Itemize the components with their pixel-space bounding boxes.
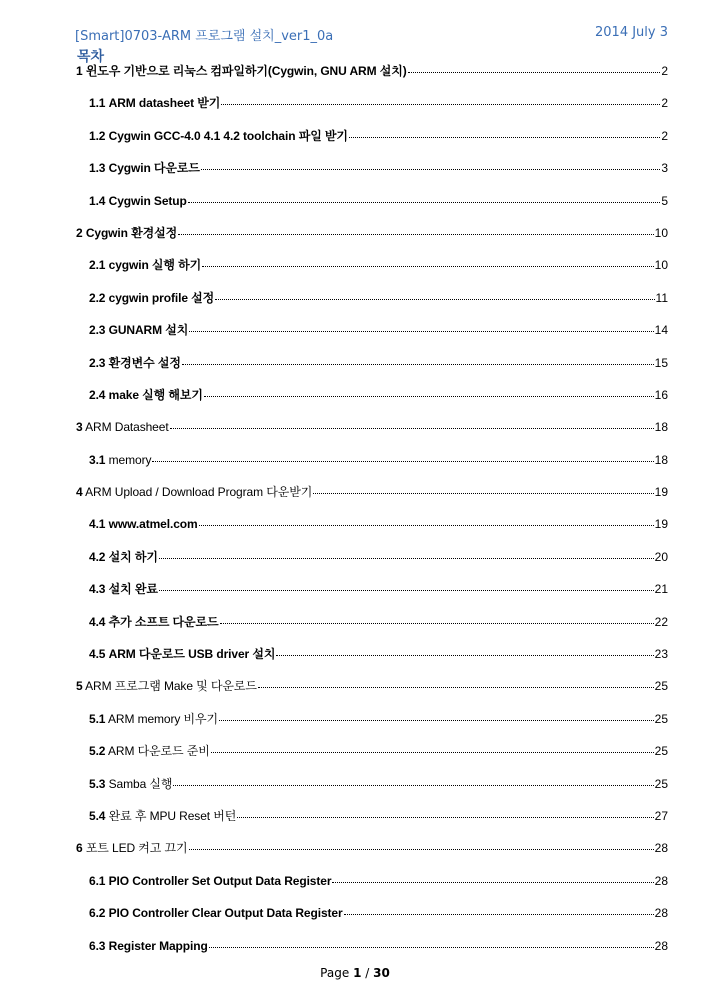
toc-dot-leader <box>188 202 661 203</box>
footer-current-page: 1 <box>353 966 362 980</box>
toc-entry-title <box>89 744 210 758</box>
toc-page-number: 21 <box>654 582 668 597</box>
toc-entry[interactable] <box>76 679 668 711</box>
toc-entry[interactable] <box>76 712 668 744</box>
toc-heading: 목차 <box>77 49 105 65</box>
page-footer <box>0 966 710 980</box>
toc-page-number: 14 <box>654 323 668 338</box>
toc-entry-number: 2.4 <box>89 387 106 402</box>
toc-entry-title <box>89 323 188 337</box>
toc-entry[interactable] <box>76 291 668 323</box>
toc-entry-number: 5 <box>76 679 83 694</box>
toc-entry-number: 4 <box>76 485 83 500</box>
footer-separator: / <box>365 966 370 980</box>
toc-entry-title <box>89 809 236 823</box>
toc-entry-title <box>89 647 275 661</box>
toc-entry[interactable] <box>76 420 668 452</box>
toc-dot-leader <box>199 525 654 526</box>
toc-dot-leader <box>152 461 653 462</box>
toc-dot-leader <box>344 914 654 915</box>
toc-entry-label: PIO Controller Clear Output Data Register <box>108 906 343 921</box>
toc-entry-label: 윈도우 기반으로 리눅스 컴파일하기(Cygwin, GNU ARM 설치) <box>85 64 407 78</box>
toc-dot-leader <box>209 947 654 948</box>
toc-entry-title <box>89 615 219 629</box>
toc-dot-leader <box>313 493 653 494</box>
toc-entry[interactable] <box>76 615 668 647</box>
toc-entry-number: 5.3 <box>89 776 106 791</box>
toc-entry-title <box>89 777 172 791</box>
toc-entry[interactable] <box>76 517 668 549</box>
toc-page-number: 5 <box>661 193 668 208</box>
toc-entry-title <box>76 485 312 499</box>
toc-page-number: 22 <box>654 614 668 629</box>
header-date: 2014 July 3 <box>595 25 668 40</box>
toc-entry[interactable] <box>76 194 668 226</box>
toc-entry-number: 2.2 <box>89 290 106 305</box>
toc-entry-label: Register Mapping <box>108 938 208 953</box>
toc-entry-label: PIO Controller Set Output Data Register <box>108 873 332 888</box>
toc-page-number: 2 <box>661 64 668 78</box>
toc-page-number: 15 <box>654 355 668 370</box>
toc-entry-title <box>89 874 331 888</box>
toc-entry-number: 4.2 <box>89 549 106 564</box>
toc-dot-leader <box>189 331 653 332</box>
toc-entry-number: 1 <box>76 64 83 78</box>
toc-entry-label: GUNARM 설치 <box>108 323 189 338</box>
toc-entry-label: Cygwin 환경설정 <box>85 225 178 240</box>
toc-dot-leader <box>221 104 660 105</box>
toc-entry[interactable] <box>76 744 668 776</box>
toc-entry[interactable] <box>76 777 668 809</box>
toc-entry-title <box>76 841 188 855</box>
toc-entry[interactable] <box>76 258 668 290</box>
toc-entry-number: 1.4 <box>89 193 106 208</box>
toc-entry-title <box>89 388 203 402</box>
footer-total-pages: 30 <box>373 966 390 980</box>
toc-page-number: 25 <box>654 711 668 726</box>
toc-entry-number: 6.2 <box>89 906 106 921</box>
toc-entry-number: 1.3 <box>89 161 106 176</box>
toc-entry-number: 2.1 <box>89 258 106 273</box>
toc-entry-number: 2 <box>76 225 83 240</box>
toc-dot-leader <box>202 266 654 267</box>
toc-entry-title <box>89 517 198 531</box>
toc-page-number: 2 <box>661 96 668 111</box>
toc-entry-title <box>89 161 200 175</box>
toc-entry[interactable] <box>76 356 668 388</box>
toc-dot-leader <box>159 590 654 591</box>
toc-entry[interactable] <box>76 64 668 96</box>
toc-entry-title <box>89 291 214 305</box>
toc-page-number: 25 <box>654 744 668 759</box>
toc-entry[interactable] <box>76 809 668 841</box>
toc-entry[interactable] <box>76 323 668 355</box>
toc-entry-title <box>89 453 151 467</box>
toc-entry-label: Cygwin GCC-4.0 4.1 4.2 toolchain 파일 받기 <box>108 128 348 143</box>
toc-entry-number: 5.2 <box>89 744 106 759</box>
toc-entry[interactable] <box>76 485 668 517</box>
toc-page-number: 28 <box>654 938 668 953</box>
toc-entry-title <box>89 258 201 272</box>
toc-dot-leader <box>276 655 653 656</box>
toc-entry-number: 6 <box>76 841 83 856</box>
header-document-title: [Smart]0703-ARM 프로그램 설치_ver1_0a <box>75 29 334 44</box>
toc-dot-leader <box>219 720 654 721</box>
toc-page-number: 25 <box>654 776 668 791</box>
toc-entry-title <box>89 356 181 370</box>
toc-entry-title <box>89 96 220 110</box>
toc-dot-leader <box>178 234 654 235</box>
footer-prefix: Page <box>320 966 350 980</box>
toc-entry[interactable] <box>76 906 668 938</box>
toc-page-number: 18 <box>654 452 668 467</box>
toc-entry-label: 포트 LED 켜고 끄기 <box>85 841 188 856</box>
toc-page-number: 11 <box>655 290 668 305</box>
toc-entry-label: www.atmel.com <box>108 517 198 532</box>
toc-entry[interactable] <box>76 453 668 485</box>
toc-dot-leader <box>173 785 653 786</box>
toc-dot-leader <box>215 299 654 300</box>
toc-entry-number: 5.1 <box>89 711 106 726</box>
toc-entry-title <box>89 906 343 920</box>
toc-page-number: 10 <box>654 225 668 240</box>
toc-dot-leader <box>220 623 654 624</box>
toc-entry[interactable] <box>76 129 668 161</box>
toc-dot-leader <box>170 428 654 429</box>
toc-page-number: 18 <box>654 420 668 435</box>
toc-page-number: 19 <box>654 485 668 500</box>
toc-page-number: 20 <box>654 549 668 564</box>
toc-entry-number: 4.3 <box>89 582 106 597</box>
toc-entry-label: ARM Datasheet <box>85 420 169 435</box>
toc-entry-title <box>76 64 407 78</box>
toc-entry-title <box>89 550 158 564</box>
toc-entry-label: make 실행 해보기 <box>108 387 203 402</box>
toc-entry-number: 6.3 <box>89 938 106 953</box>
toc-dot-leader <box>332 882 653 883</box>
toc-entry-label: ARM 프로그램 Make 및 다운로드 <box>85 679 257 694</box>
toc-entry-number: 2.3 <box>89 323 106 338</box>
toc-page-number: 27 <box>654 808 668 823</box>
toc-entry-label: 완료 후 MPU Reset 버턴 <box>108 808 237 823</box>
toc-entry-label: 추가 소프트 다운로드 <box>108 614 219 629</box>
toc-entry-title <box>89 939 208 953</box>
toc-entry-number: 6.1 <box>89 873 106 888</box>
toc-dot-leader <box>182 364 654 365</box>
table-of-contents <box>76 64 668 971</box>
toc-entry[interactable] <box>76 161 668 193</box>
toc-page-number: 10 <box>654 258 668 273</box>
toc-entry-label: ARM memory 비우기 <box>107 711 219 726</box>
toc-dot-leader <box>204 396 654 397</box>
toc-entry-number: 3.1 <box>89 452 106 467</box>
toc-entry-title <box>89 129 348 143</box>
toc-entry-number: 3 <box>76 420 83 435</box>
toc-entry[interactable] <box>76 647 668 679</box>
toc-page-number: 28 <box>654 906 668 921</box>
toc-entry-number: 2.3 <box>89 355 106 370</box>
toc-page-number: 2 <box>661 128 668 143</box>
toc-entry-title <box>76 420 169 434</box>
toc-entry[interactable] <box>76 874 668 906</box>
toc-page-number: 16 <box>654 387 668 402</box>
toc-entry[interactable] <box>76 388 668 420</box>
toc-dot-leader <box>201 169 660 170</box>
toc-dot-leader <box>189 849 654 850</box>
toc-dot-leader <box>408 72 661 73</box>
toc-entry-number: 4.5 <box>89 647 106 662</box>
toc-entry-number: 4.4 <box>89 614 106 629</box>
toc-page-number: 3 <box>661 161 668 176</box>
toc-entry-number: 1.2 <box>89 128 106 143</box>
toc-entry-number: 5.4 <box>89 808 106 823</box>
toc-entry-label: cygwin profile 설정 <box>108 290 215 305</box>
toc-dot-leader <box>211 752 654 753</box>
toc-entry[interactable] <box>76 582 668 614</box>
toc-entry-label: ARM 다운로드 USB driver 설치 <box>108 647 276 662</box>
toc-page-number: 28 <box>654 873 668 888</box>
toc-entry[interactable] <box>76 96 668 128</box>
toc-entry-title <box>76 226 177 240</box>
toc-entry-label: ARM 다운로드 준비 <box>107 744 210 759</box>
toc-entry-label: Samba 실행 <box>108 776 173 791</box>
toc-entry[interactable] <box>76 226 668 258</box>
toc-page-number: 23 <box>654 647 668 662</box>
toc-dot-leader <box>237 817 653 818</box>
toc-entry-number: 4.1 <box>89 517 106 532</box>
toc-entry-title <box>89 194 187 208</box>
toc-entry[interactable] <box>76 550 668 582</box>
toc-entry-label: 설치 완료 <box>108 582 158 597</box>
toc-entry-label: 환경변수 설정 <box>108 355 181 370</box>
toc-entry-label: memory <box>108 452 152 467</box>
toc-entry-label: Cygwin Setup <box>108 193 187 208</box>
toc-entry[interactable] <box>76 841 668 873</box>
toc-entry-title <box>76 679 257 693</box>
toc-entry-title <box>89 582 158 596</box>
toc-entry-label: ARM Upload / Download Program 다운받기 <box>85 485 313 500</box>
toc-page-number: 19 <box>654 517 668 532</box>
toc-dot-leader <box>159 558 654 559</box>
toc-entry-label: Cygwin 다운로드 <box>108 161 200 176</box>
toc-page-number: 25 <box>654 679 668 694</box>
toc-page-number: 28 <box>654 841 668 856</box>
toc-dot-leader <box>258 687 654 688</box>
toc-entry-number: 1.1 <box>89 96 106 111</box>
toc-entry-label: ARM datasheet 받기 <box>108 96 221 111</box>
toc-entry-label: 설치 하기 <box>108 549 158 564</box>
toc-entry-label: cygwin 실행 하기 <box>108 258 202 273</box>
toc-dot-leader <box>349 137 660 138</box>
toc-entry-title <box>89 712 218 726</box>
